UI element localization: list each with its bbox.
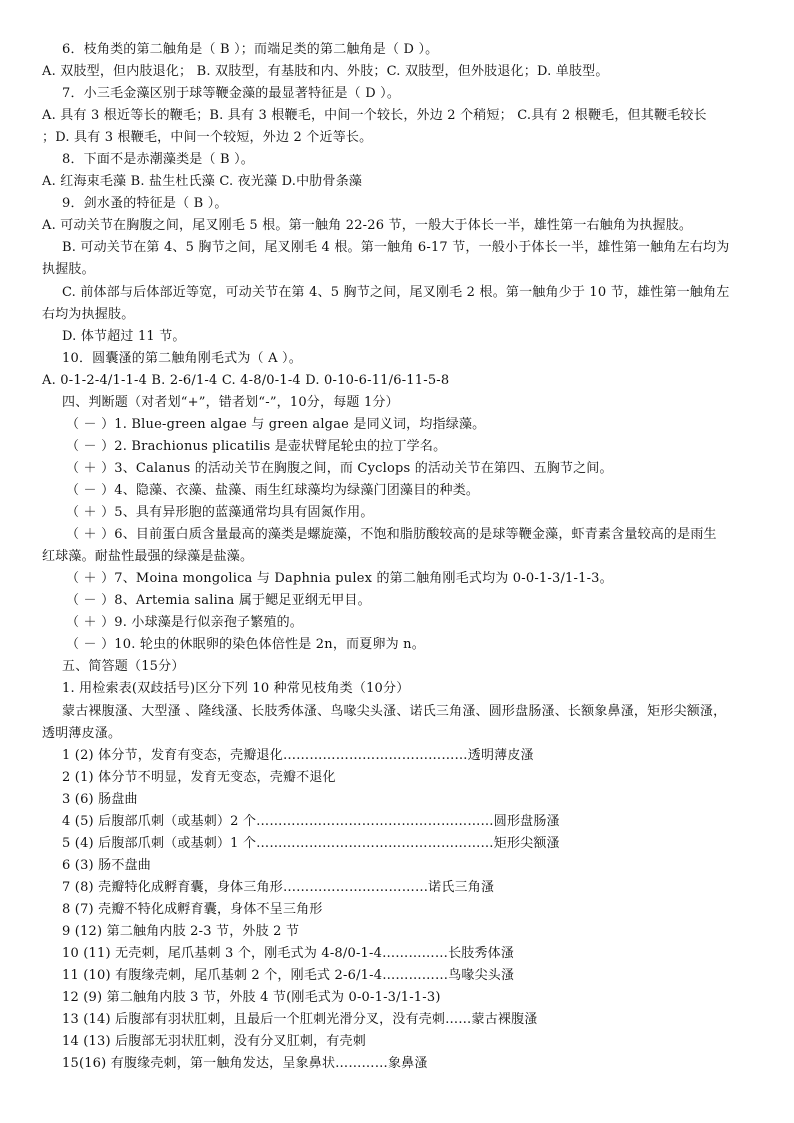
question-6-options: A. 双肢型，但内肢退化； B. 双肢型，有基肢和内、外肢；C. 双肢型，但外肢退化；D. 单肢型。 — [42, 64, 609, 79]
question-9: 9．剑水蚤的特征是（ B ）。 — [62, 196, 228, 211]
judge-item-8: （ － ）8、Artemia salina 属于鳃足亚纲无甲目。 — [66, 593, 371, 608]
key-line-4: 4 (5) 后腹部爪刺（或基刺）2 个………………………………………………圆形盘肠溞 — [62, 814, 560, 829]
judge-item-6-cont: 红球藻。耐盐性最强的绿藻是盐藻。 — [42, 549, 254, 564]
key-line-11: 11 (10) 有腹缘壳刺，尾爪基刺 2 个，刚毛式 2-6/1-4……………鸟喙尖头溞 — [62, 968, 515, 983]
short-answer-1-question: 1. 用检索表(双歧括号)区分下列 10 种常见枝角类（10分） — [62, 681, 410, 696]
key-line-2: 2 (1) 体分节不明显，发育无变态，壳瓣不退化 — [62, 770, 336, 785]
judge-item-6: （ ＋ ）6、目前蛋白质含量最高的藻类是螺旋藻，不饱和脂肪酸较高的是球等鞭金藻，虾青素含量较高的是雨生 — [66, 527, 717, 542]
question-9-option-a: A. 可动关节在胸腹之间，尾叉刚毛 5 根。第一触角 22-26 节，一般大于体长一半，雄性第一右触角为执握肢。 — [42, 218, 693, 233]
question-9-option-b: B. 可动关节在第 4、5 胸节之间，尾叉刚毛 4 根。第一触角 6-17 节，一般小于体长一半，雄性第一触角左右均为 — [62, 240, 730, 255]
question-9-option-d: D. 体节超过 11 节。 — [62, 329, 186, 344]
key-line-5: 5 (4) 后腹部爪刺（或基刺）1 个………………………………………………矩形尖额溞 — [62, 836, 560, 851]
judge-item-10: （ － ）10. 轮虫的休眠卵的染色体倍性是 2n，而夏卵为 n。 — [66, 637, 425, 652]
key-line-12: 12 (9) 第二触角内肢 3 节，外肢 4 节(刚毛式为 0-0-1-3/1-1-3) — [62, 990, 441, 1005]
question-9-option-b-cont: 执握肢。 — [42, 262, 95, 277]
question-9-option-c-cont: 右均为执握肢。 — [42, 307, 135, 322]
key-line-7: 7 (8) 壳瓣特化成孵育囊，身体三角形……………………………诺氏三角溞 — [62, 880, 495, 895]
judge-item-5: （ ＋ ）5、具有异形胞的蓝藻通常均具有固氮作用。 — [66, 505, 374, 520]
key-line-14: 14 (13) 后腹部无羽状肛刺，没有分叉肛刺，有壳刺 — [62, 1034, 366, 1049]
judge-item-9: （ ＋ ）9. 小球藻是行似亲孢子繁殖的。 — [66, 615, 304, 630]
question-10-options: A. 0-1-2-4/1-1-4 B. 2-6/1-4 C. 4-8/0-1-4 D. 0-10-6-11/6-11-5-8 — [42, 373, 450, 388]
question-8-options: A. 红海束毛藻 B. 盐生杜氏藻 C. 夜光藻 D.中肋骨条藻 — [42, 174, 363, 189]
question-6: 6．枝角类的第二触角是（ B ）；而端足类的第二触角是（ D ）。 — [62, 42, 439, 57]
species-list: 蒙古裸腹溞、大型溞 、隆线溞、长肢秀体溞、鸟喙尖头溞、诺氏三角溞、圆形盘肠溞、长额象鼻溞，矩形尖额溞， — [62, 704, 727, 719]
key-line-10: 10 (11) 无壳刺，尾爪基刺 3 个，刚毛式为 4-8/0-1-4……………长肢秀体溞 — [62, 946, 515, 961]
judge-item-2: （ － ）2. Brachionus plicatilis 是壶状臂尾轮虫的拉丁学名。 — [66, 439, 447, 454]
key-line-9: 9 (12) 第二触角内肢 2-3 节，外肢 2 节 — [62, 924, 300, 939]
judge-item-4: （ － ）4、隐藻、衣藻、盐藻、雨生红球藻均为绿藻门团藻目的种类。 — [66, 483, 480, 498]
question-9-option-c: C. 前体部与后体部近等宽，可动关节在第 4、5 胸节之间，尾叉刚毛 2 根。第一触角少于 10 节，雄性第一触角左 — [62, 285, 730, 300]
key-line-15: 15(16) 有腹缘壳刺，第一触角发达，呈象鼻状…………象鼻溞 — [62, 1056, 428, 1071]
question-7: 7．小三毛金藻区别于球等鞭金藻的最显著特征是（ D ）。 — [62, 86, 401, 101]
key-line-13: 13 (14) 后腹部有羽状肛刺，且最后一个肛刺光滑分叉，没有壳刺……蒙古裸腹溞 — [62, 1012, 538, 1027]
key-line-1: 1 (2) 体分节，发育有变态，壳瓣退化……………………………………透明薄皮溞 — [62, 748, 534, 763]
key-line-6: 6 (3) 肠不盘曲 — [62, 858, 151, 873]
judge-item-1: （ － ）1. Blue-green algae 与 green algae 是同义词，均指绿藻。 — [66, 417, 486, 432]
question-7-options-line2: ；D. 具有 3 根鞭毛，中间一个较短，外边 2 个近等长。 — [42, 130, 373, 145]
question-8: 8．下面不是赤潮藻类是（ B ）。 — [62, 152, 254, 167]
question-10: 10．圆囊溞的第二触角刚毛式为（ A ）。 — [62, 351, 302, 366]
question-7-options-line1: A. 具有 3 根近等长的鞭毛；B. 具有 3 根鞭毛，中间一个较长，外边 2 个稍短； C.具有 2 根鞭毛，但其鞭毛较长 — [42, 108, 707, 123]
key-line-3: 3 (6) 肠盘曲 — [62, 792, 138, 807]
section-4-heading: 四、判断题（对者划“+”，错者划“-”，10分，每题 1分） — [62, 395, 399, 410]
section-5-heading: 五、简答题（15分） — [62, 659, 185, 674]
judge-item-3: （ ＋ ）3、Calanus 的活动关节在胸腹之间，而 Cyclops 的活动关节在第四、五胸节之间。 — [66, 461, 613, 476]
judge-item-7: （ ＋ ）7、Moina mongolica 与 Daphnia pulex 的第二触角刚毛式均为 0-0-1-3/1-1-3。 — [66, 571, 613, 586]
species-list-cont: 透明薄皮溞。 — [42, 726, 122, 741]
key-line-8: 8 (7) 壳瓣不特化成孵育囊，身体不呈三角形 — [62, 902, 323, 917]
